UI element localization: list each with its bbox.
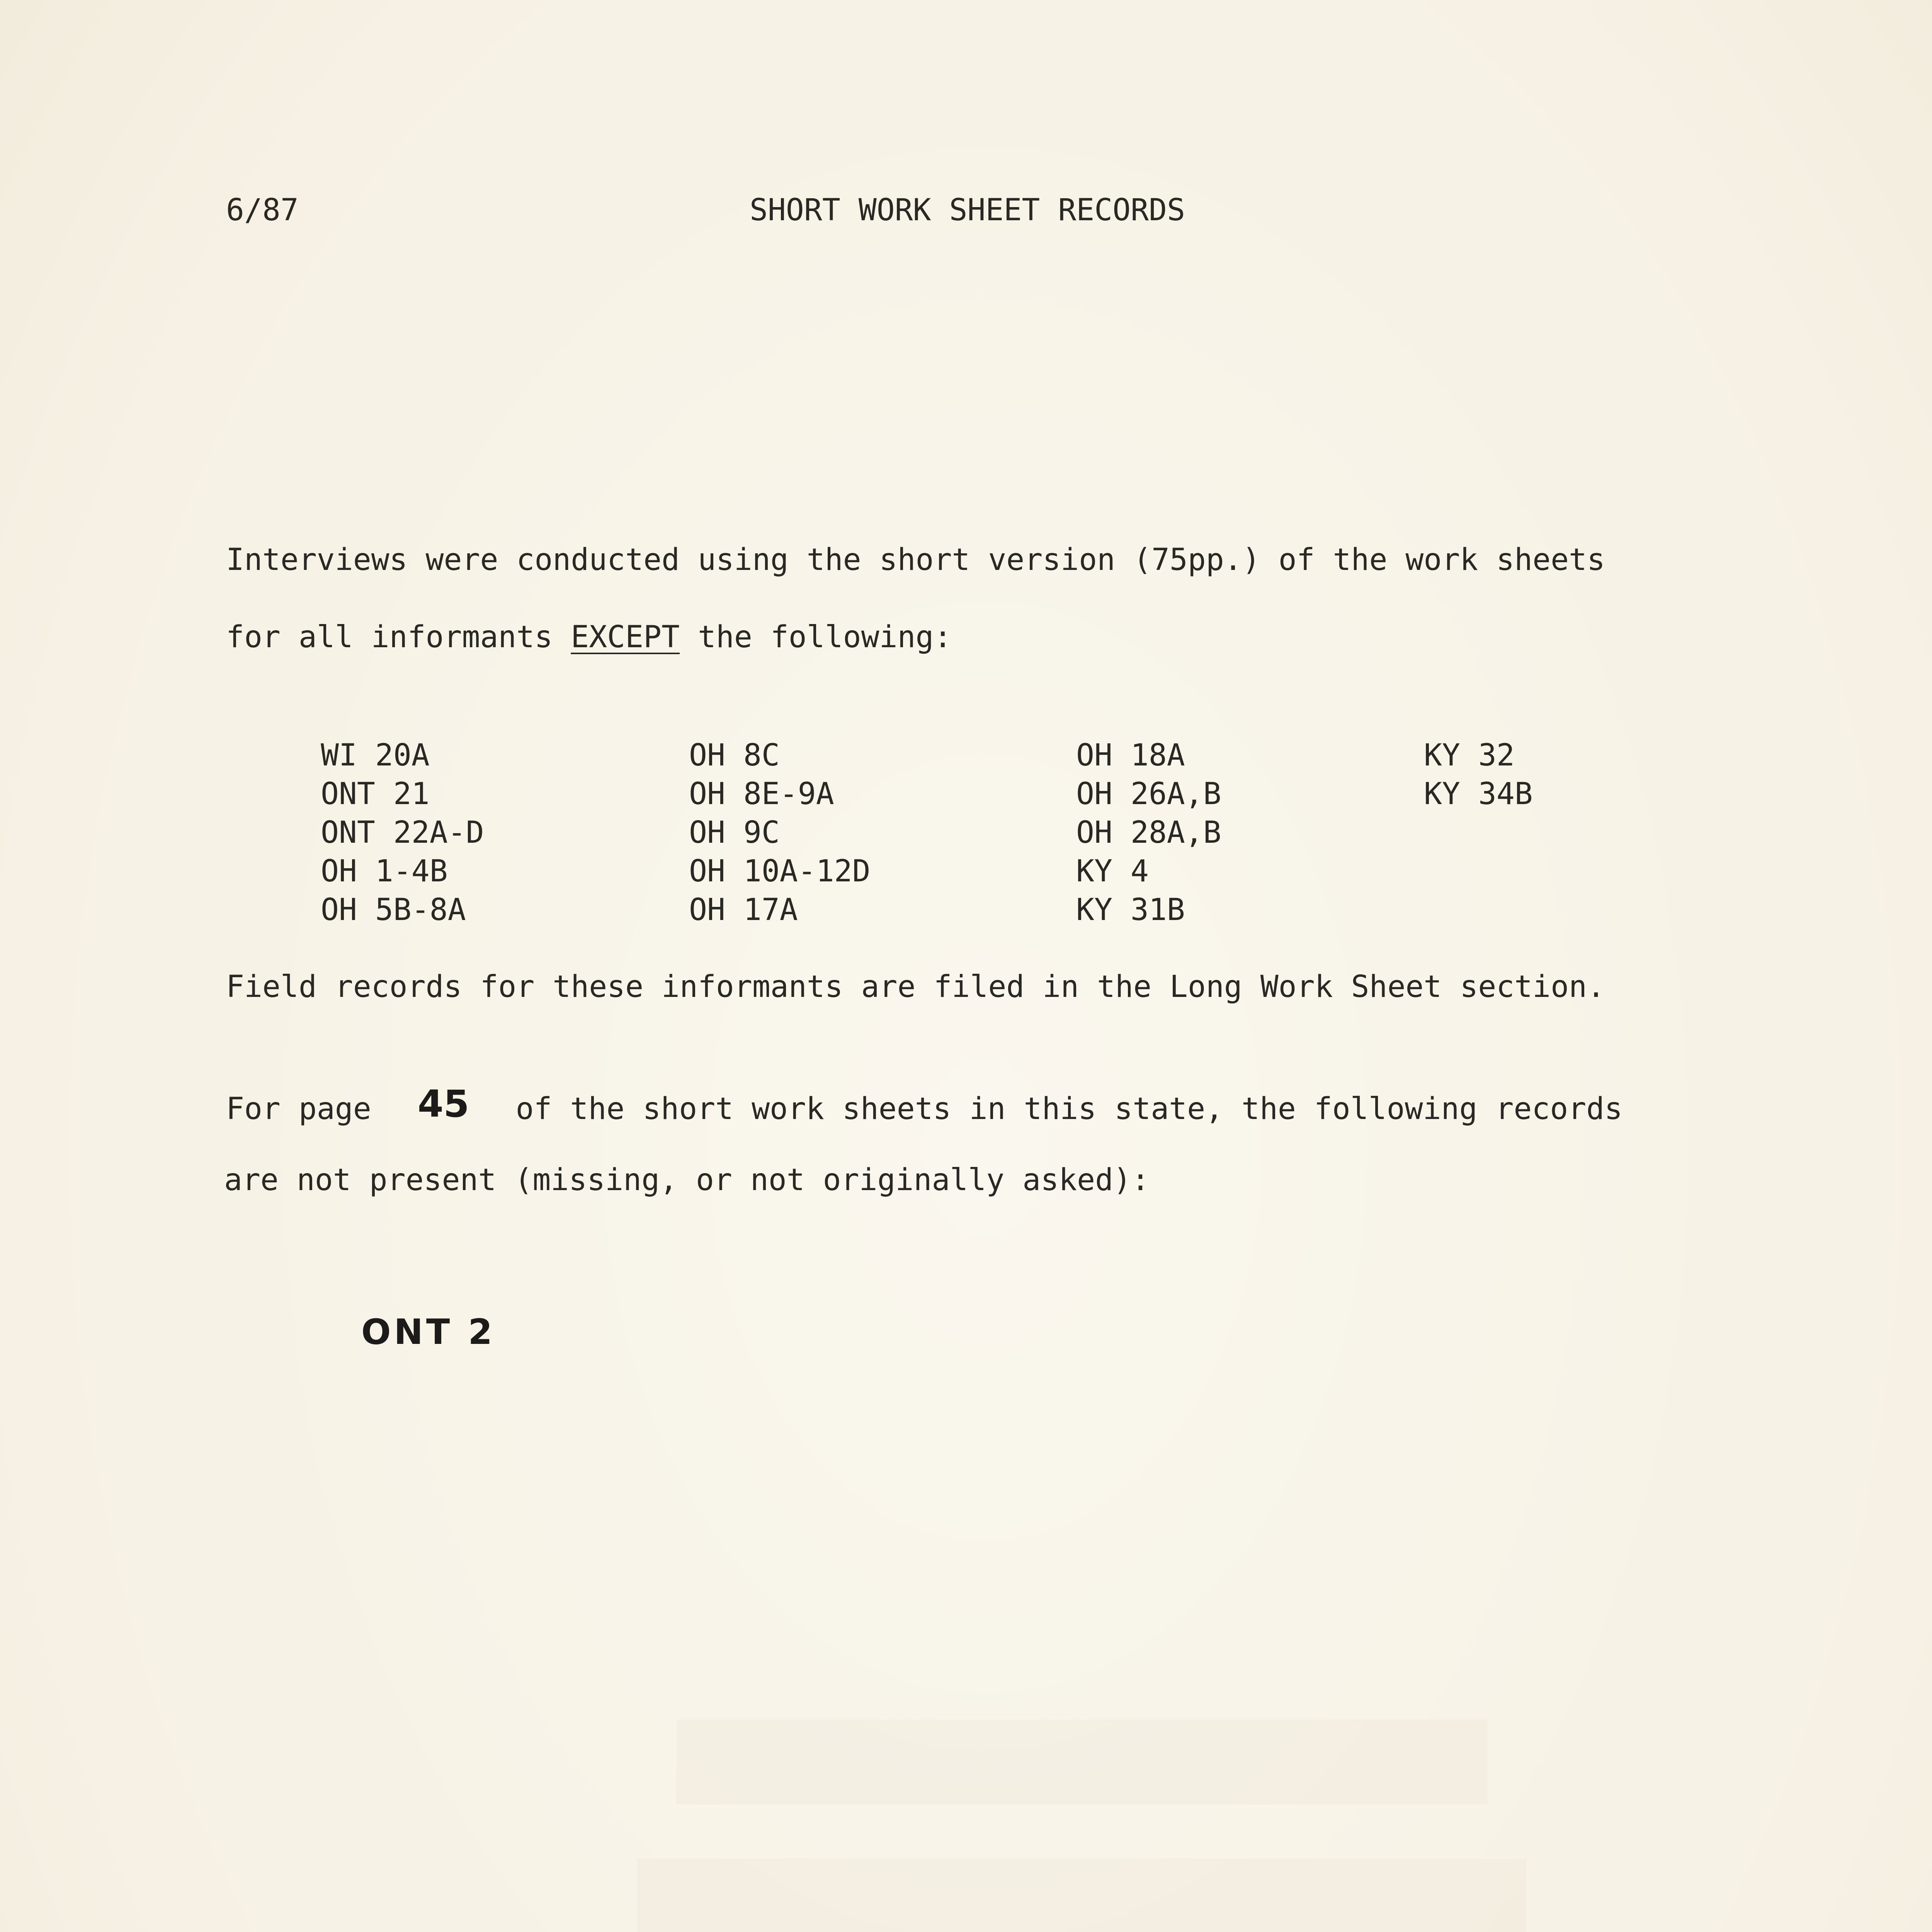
missing-records-line-1	[226, 1082, 1623, 1126]
informant-entry: KY 4	[1076, 854, 1149, 889]
informant-entry: OH 1-4B	[321, 854, 448, 889]
field-records-note: Field records for these informants are filed in the Long Work Sheet section.	[226, 969, 1605, 1004]
informant-entry: OH 8C	[689, 738, 780, 773]
informant-entry: KY 32	[1424, 738, 1515, 773]
informant-entry: OH 10A-12D	[689, 854, 871, 889]
header-date: 6/87	[226, 193, 299, 228]
embossed-seal-watermark	[580, 1681, 1584, 1932]
informant-entry: WI 20A	[321, 738, 430, 773]
informant-column-2	[689, 736, 871, 929]
intro-line-1: Interviews were conducted using the short version (75pp.) of the work sheets	[226, 543, 1605, 577]
informant-entry: KY 34B	[1424, 777, 1533, 811]
missing-records-line-2: are not present (missing, or not originally asked):	[224, 1163, 1150, 1197]
handwritten-page-number: 45	[417, 1082, 469, 1126]
intro-line-2-end: the following:	[680, 620, 952, 655]
informant-entry: OH 26A,B	[1076, 777, 1221, 811]
informant-entry: ONT 21	[321, 777, 430, 811]
informant-column-4	[1424, 736, 1533, 813]
informant-entry: OH 28A,B	[1076, 815, 1221, 850]
watermark-band-1	[676, 1719, 1488, 1804]
informant-entry: OH 5B-8A	[321, 893, 466, 927]
header-title: SHORT WORK SHEET RECORDS	[750, 193, 1185, 228]
informant-entry: ONT 22A-D	[321, 815, 484, 850]
informant-entry: OH 17A	[689, 893, 798, 927]
informant-entry: OH 9C	[689, 815, 780, 850]
informant-column-1	[321, 736, 484, 929]
missing-line-1-end: of the short work sheets in this state, the following records	[497, 1092, 1623, 1126]
informant-entry: OH 8E-9A	[689, 777, 834, 811]
informant-entry: OH 18A	[1076, 738, 1185, 773]
informant-entry: KY 31B	[1076, 893, 1185, 927]
handwritten-missing-record: ONT 2	[361, 1312, 496, 1352]
missing-line-1-start: For page	[226, 1092, 389, 1126]
intro-line-2	[226, 620, 952, 655]
except-emphasis: EXCEPT	[571, 620, 680, 655]
informant-column-3	[1076, 736, 1221, 929]
watermark-band-2	[638, 1859, 1526, 1932]
intro-line-2-start: for all informants	[226, 620, 571, 655]
